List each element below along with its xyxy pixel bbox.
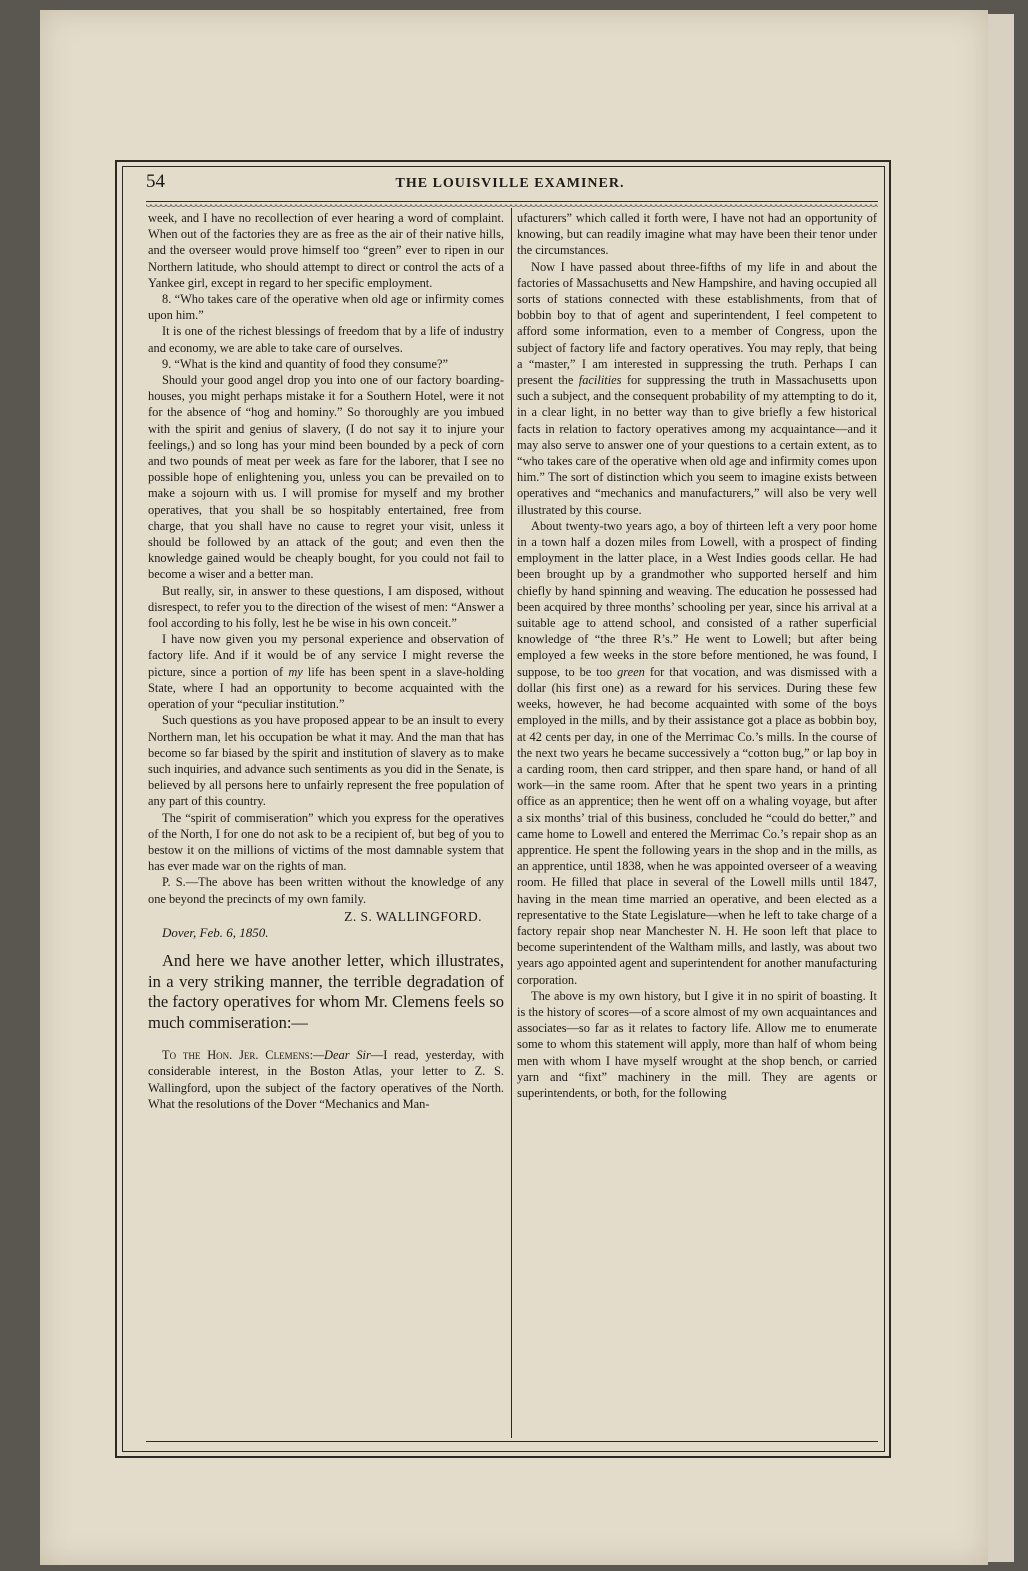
signature: Z. S. WALLINGFORD.	[344, 908, 482, 924]
answer-9: Should your good angel drop you into one of our factory boarding-houses, you might perhaps mistake it for a Southern Hotel, were it not for the absence of “hog and hominy.” So thoroughly are you imbued with the spirit and genius of slavery, (I do not say it to injure your feelings,) and so long has your mind been bounded by a peck of corn and two pounds of meat per week as fare for the laborer, that I see no possible hope of enlightening you, unless you can be prevailed on to make a sojourn with us. I will promise for myself and my brother operatives, that you shall be so hospitably entertained, free from charge, that you shall have no cause to regret your visit, unless it should be followed by an attack of the gout; and even then the knowledge gained would be cheaply bought, for you could not fail to become a wiser and a better man.	[148, 373, 504, 582]
editor-intro: And here we have another letter, which illustrates, in a very striking manner, the terrible degradation of the factory operatives for whom Mr. Clemens feels so much commiseration:—	[148, 951, 504, 1032]
dateline: Dover, Feb. 6, 1850.	[162, 924, 269, 940]
experience-paragraph: I have now given you my personal experience and observation of factory life. And if it would be of any service I might reverse the picture, since a portion of my life has been spent in a slave-holding State, where I had an opportunity to become acquainted with the operation of your “peculiar institution.”	[148, 632, 504, 712]
header-rule	[146, 201, 878, 202]
letter-salutation: —Dear Sir	[313, 1048, 371, 1063]
commiseration-paragraph: The “spirit of commiseration” which you express for the operatives of the North, I for one do not ask to be a recipient of, but beg of you to bestow it on the millions of victims of the most damnable system that has ever made war on the rights of man.	[148, 810, 504, 874]
letter-opening: To the Hon. Jer. Clemens:—Dear Sir—I read, yesterday, with considerable interest, in the Boston Atlas, your letter to Z. S. Wallingford, upon the subject of the factory operatives of the North. What the resolutions of the Dover “Mechanics and Man-	[148, 1048, 504, 1111]
header-wavy-rule	[146, 204, 878, 208]
postscript: P. S.—The above has been written without the knowledge of any one beyond the precincts of my own family.	[148, 875, 504, 906]
left-paragraph-1: week, and I have no recollection of ever hearing a word of complaint. When out of the factories they are as free as the air of their native hills, and the overseer would prove himself too “green” ever to ripen in our Northern latitude, who should attempt to direct or control the acts of a Yankee girl, except in regard to her specific employment.	[148, 211, 504, 290]
right-paragraph-3: About twenty-two years ago, a boy of thirteen left a very poor home in a town half a dozen miles from Lowell, with a prospect of finding employment in the latter place, in a West Indies goods cellar. He had been brought up by a grandmother who supported herself and him chiefly by hand spinning and weaving. The education he possessed had been acquired by three months’ schooling per year, since his arrival at a suitable age to attend school, and consisted of a rather superficial knowledge of “the three R’s.” He went to Lowell; but after being employed a few weeks in the store before mentioned, he was found, I suppose, to be too green for that vocation, and was dismissed with a dollar (his first one) as a reward for his services. During these few weeks, however, he had become acquainted with some of the boys employed in the mills, and by their assistance got a place as bobbin boy, at 42 cents per day, in one of the Merrimac Co.’s mills. In the course of the next two years he became successively a “cotton bug,” or lap boy in a carding room, then card stripper, and then spare hand, or hand of all work—in the same room. After that he spent two years in a printing office as an apprentice; then he went off on a whaling voyage, but after a six months’ trial of this business, concluded he “could do better,” and came home to Lowell and entered the Merrimac Co.’s repair shop as an apprentice. He spent the following years in the shop and in the mills, as an apprentice, until 1838, when he was appointed overseer of a weaving room. He filled that place in several of the Lowell mills until 1847, having in the mean time married an operative, and been elected as a representative to the State Legislature—when he left to take charge of a factory repair shop near Manchester N. H. He soon left that place to become superintendent of the Waltham mills, and lastly, was about two years ago appointed agent and superintendent for another manufacturing corporation.	[517, 518, 877, 987]
right-paragraph-4: The above is my own history, but I give it in no spirit of boasting. It is the history of scores—of a score almost of my own acquaintances and associates—so far as it relates to factory life. Allow me to enumerate some to whom this statement will apply, more than half of whom being men with whom I have myself wrought at the shop bench, or carried yarn and “fixt” machinery in the mill. They are agents or superintendents, or both, for the following	[517, 988, 877, 1100]
answer-paragraph: But really, sir, in answer to these questions, I am disposed, without disrespect, to refer you to the direction of the wisest of men: “Answer a fool according to his folly, lest he be wise in his own conceit.”	[148, 583, 504, 631]
column-divider	[511, 208, 512, 1438]
page-edge	[988, 14, 1014, 1562]
answer-8: It is one of the richest blessings of freedom that by a life of industry and economy, we are able to take care of ourselves.	[148, 324, 504, 355]
right-column	[517, 210, 877, 1101]
right-paragraph-1: ufacturers” which called it forth were, I have not had an opportunity of knowing, but can readily imagine what may have been their tenor under the circumstances.	[517, 211, 877, 258]
question-9: 9. “What is the kind and quantity of food they consume?”	[162, 356, 448, 371]
page-header	[140, 171, 880, 199]
questions-paragraph: Such questions as you have proposed appear to be an insult to every Northern man, let his occupation be what it may. And the man that has become so far biased by the spirit and institution of slavery as to make such inquiries, and advance such sentiments as you did in the Senate, is believed by all persons here to unfairly represent the free population of any part of this country.	[148, 713, 504, 809]
question-8: 8. “Who takes care of the operative when old age or infirmity comes upon him.”	[148, 292, 504, 323]
letter-address: To the Hon. Jer. Clemens:	[162, 1048, 314, 1063]
right-paragraph-2: Now I have passed about three-fifths of my life in and about the factories of Massachusetts and New Hampshire, and having occupied all sorts of stations connected with these establishments, from that of bobbin boy to that of agent and superintendent, I feel competent to afford some information, even to a member of Congress, upon the subject of factory life and factory operatives. You may reply, that being a “master,” I am interested in suppressing the truth. Perhaps I can present the facilities for suppressing the truth in Massachusetts upon such a subject, and the consequent probability of my attempting to do it, in a clear light, in no better way than to give briefly a few historical facts in relation to factory operatives among my acquaintance—and it may also serve to answer one of your questions to a certain extent, as to “who takes care of the operative when old age and infirmity comes upon him.” The sort of distinction which you seem to imagine exists between operatives and “mechanics and manufacturers,” will also be very well illustrated by this course.	[517, 259, 877, 517]
page-number: 54	[146, 171, 165, 192]
footer-rule	[146, 1441, 878, 1442]
left-column	[148, 210, 504, 1112]
journal-title: THE LOUISVILLE EXAMINER.	[395, 176, 625, 191]
